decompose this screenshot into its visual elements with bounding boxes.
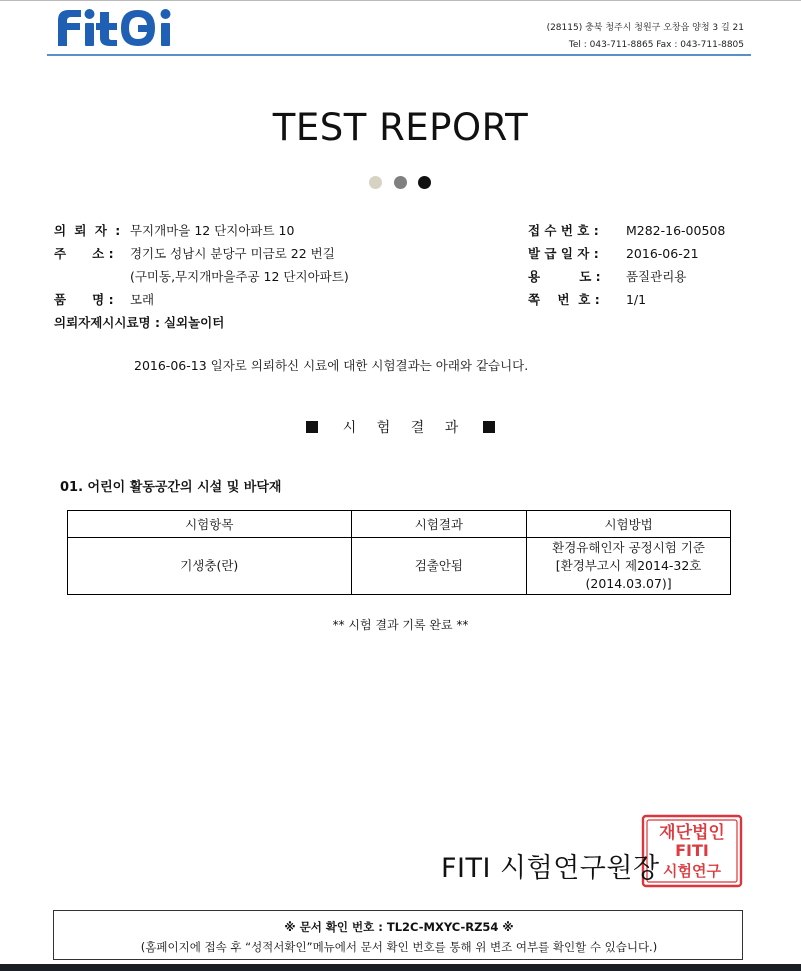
cell-test-method <box>527 538 731 595</box>
results-table <box>67 510 731 595</box>
table-header-row <box>68 511 731 538</box>
purpose-value: 품질관리용 <box>625 269 687 284</box>
purpose-label: 용 도 : <box>528 269 601 284</box>
client-value: 무지개마을 12 단지아파트 10 <box>129 223 295 238</box>
company-address-block <box>547 20 744 54</box>
sample-row <box>54 311 349 334</box>
client-row <box>54 219 349 242</box>
director-signature: FITI 시험연구원장 <box>441 853 660 884</box>
verification-instructions: (홈페이지에 접속 후 “성적서확인”메뉴에서 문서 확인 번호를 통해 위 변조 여부를 확인할 수 있습니다.) <box>140 940 658 954</box>
product-value: 모래 <box>129 292 155 307</box>
svg-text:FITI: FITI <box>675 841 709 860</box>
receipt-label: 접 수 번 호 : <box>528 223 599 238</box>
address-value: 경기도 성남시 분당구 미금로 22 번길 <box>129 246 335 261</box>
address-row <box>54 242 349 265</box>
address-label: 주 소 : <box>54 246 114 261</box>
cell-test-result: 검출안됨 <box>351 538 527 595</box>
issue-date-label: 발 급 일 자 : <box>528 246 599 261</box>
section-title-text: 시 험 결 과 <box>342 420 467 436</box>
verification-number: ※ 문서 확인 번호 : TL2C-MXYC-RZ54 ※ <box>284 920 514 934</box>
completion-note: ** 시험 결과 기록 완료 ** <box>332 618 469 632</box>
sample-value: 실외놀이터 <box>163 315 225 330</box>
svg-text:재단법인: 재단법인 <box>659 823 725 843</box>
report-title: TEST REPORT <box>272 106 529 149</box>
address-row-2 <box>54 265 349 288</box>
issue-date-value: 2016-06-21 <box>625 246 699 261</box>
subsection-title: 01. 어린이 활동공간의 시설 및 바닥재 <box>60 480 282 495</box>
company-address: (28115) 충북 청주시 청원구 오창읍 양청 3 길 21 <box>546 23 744 33</box>
square-icon <box>306 421 318 433</box>
result-statement: 2016-06-13 일자로 의뢰하신 시료에 대한 시험결과는 아래와 같습니다. <box>134 358 529 373</box>
method-line-3: (2014.03.07)] <box>585 576 672 591</box>
purpose-row <box>528 265 725 288</box>
page-row <box>528 288 725 311</box>
header-test-result: 시험결과 <box>351 511 527 538</box>
issue-date-row <box>528 242 725 265</box>
header-test-item: 시험항목 <box>68 511 352 538</box>
section-title <box>0 417 801 437</box>
decorative-dot-black <box>418 176 431 189</box>
top-border <box>0 0 801 1</box>
page-label: 쪽 번 호 : <box>528 292 600 307</box>
decorative-dot-light <box>369 176 382 189</box>
table-row <box>68 538 731 595</box>
page-value: 1/1 <box>625 292 647 307</box>
report-info <box>528 219 725 311</box>
product-label: 품 명 : <box>54 292 114 307</box>
method-line-2: [환경부고시 제2014-32호 <box>555 558 702 573</box>
client-label: 의 뢰 자 : <box>54 223 123 238</box>
header-rule <box>47 54 751 56</box>
cell-test-item: 기생충(란) <box>68 538 352 595</box>
header-test-method: 시험방법 <box>527 511 731 538</box>
product-row <box>54 288 349 311</box>
client-info <box>54 219 349 334</box>
fiti-logo <box>54 2 178 48</box>
decorative-dot-gray <box>394 176 407 189</box>
document-verification-box <box>53 910 743 960</box>
receipt-value: M282-16-00508 <box>625 223 726 238</box>
bottom-bar <box>0 964 801 971</box>
square-icon <box>483 421 495 433</box>
company-contact: Tel : 043-711-8865 Fax : 043-711-8805 <box>568 40 744 50</box>
method-line-1: 환경유해인자 공정시험 기준 <box>552 540 706 555</box>
svg-text:시험연구: 시험연구 <box>663 862 721 880</box>
receipt-row <box>528 219 725 242</box>
address-value-2: (구미동,무지개마을주공 12 단지아파트) <box>129 269 349 284</box>
sample-label: 의뢰자제시시료명 : <box>54 315 160 330</box>
